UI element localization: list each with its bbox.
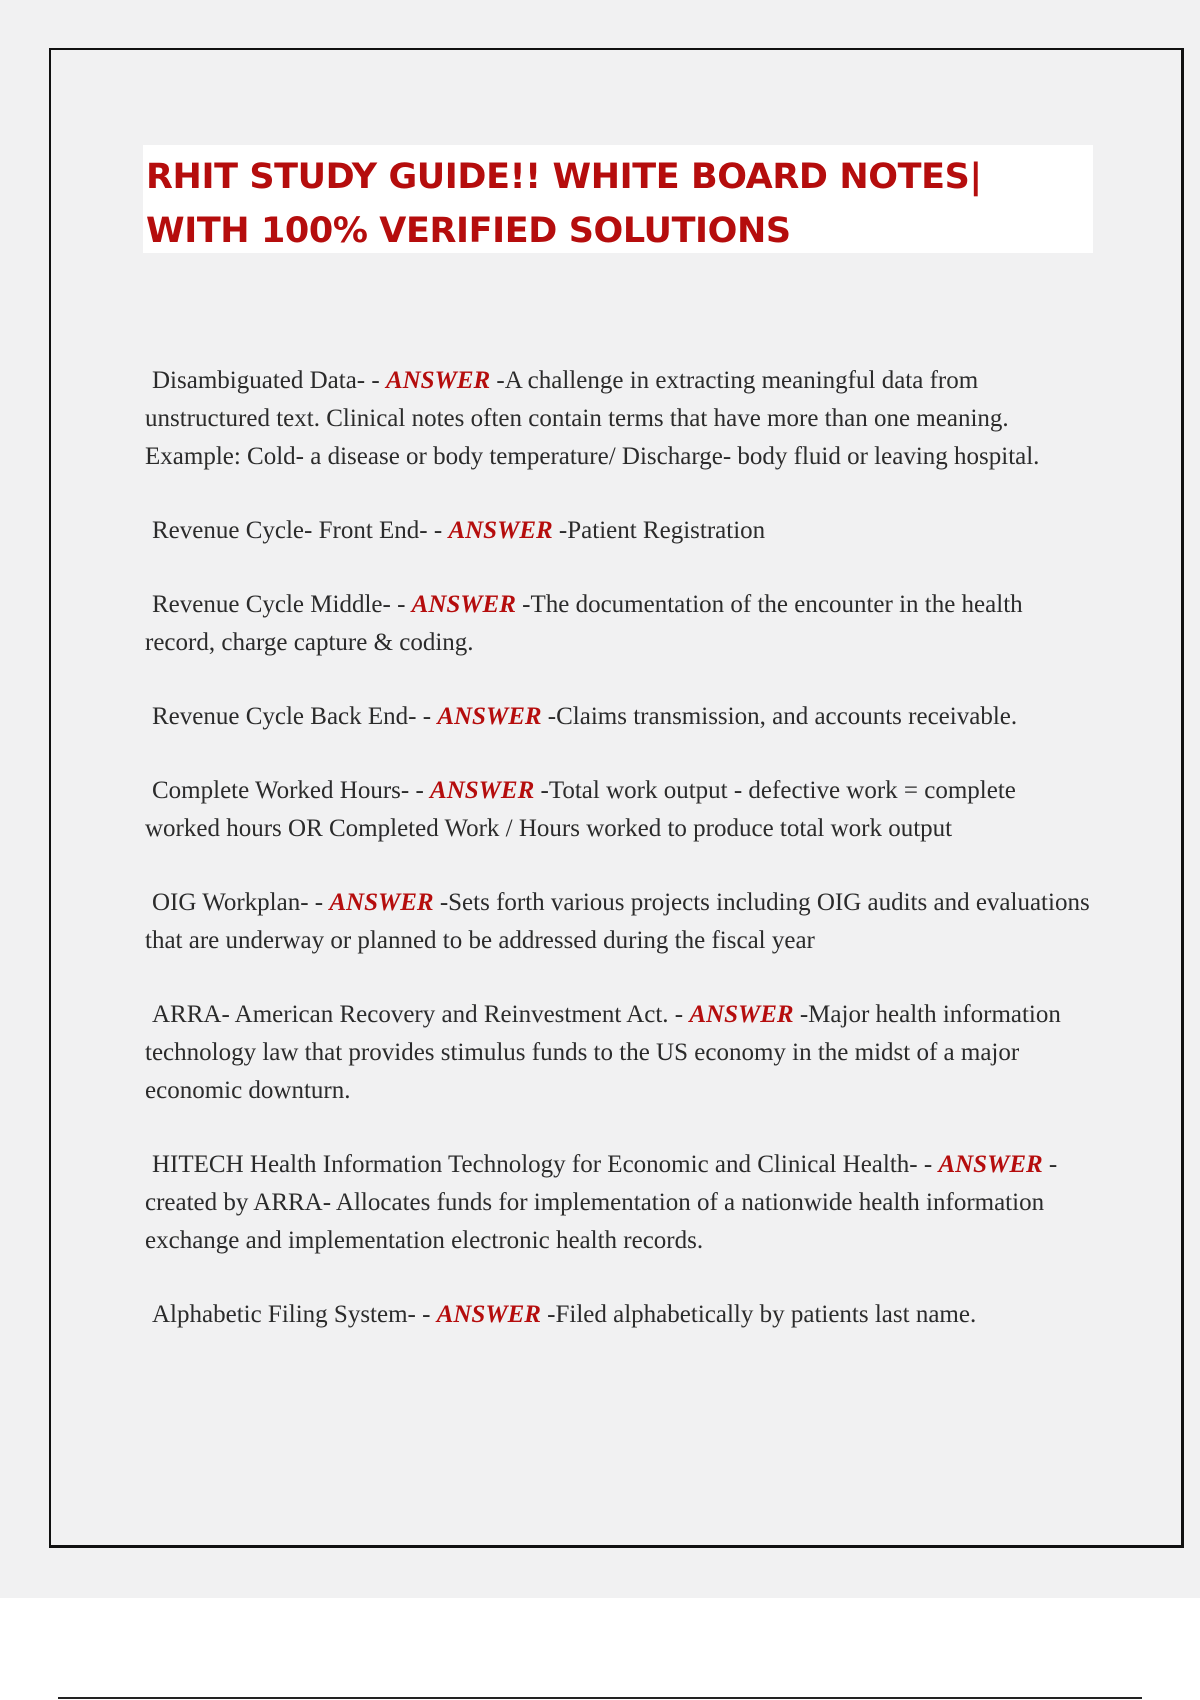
answer-text: -Major health information technology law that provides stimulus funds to the US economy in the midst of a major economic downturn. <box>145 1001 1061 1104</box>
answer-label: ANSWER <box>436 1301 541 1328</box>
question-text: HITECH Health Information Technology for Economic and Clinical Health- - <box>152 1151 939 1178</box>
qa-item-oig-workplan <box>145 884 1095 960</box>
question-text: Revenue Cycle Back End- - <box>152 703 438 730</box>
answer-text: -The documentation of the encounter in the health record, charge capture & coding. <box>145 591 1023 656</box>
answer-label: ANSWER <box>385 367 491 394</box>
document-title: RHIT STUDY GUIDE!! WHITE BOARD NOTES| WITH 100% VERIFIED SOLUTIONS <box>146 157 982 251</box>
answer-text: -Patient Registration <box>552 517 766 544</box>
qa-item-alphabetic-filing-system <box>145 1296 1095 1334</box>
qa-list <box>145 362 1095 1370</box>
next-page-area <box>0 1598 1200 1700</box>
question-text: OIG Workplan- - <box>152 889 330 916</box>
answer-label: ANSWER <box>689 1001 794 1028</box>
answer-label: ANSWER <box>329 889 434 916</box>
answer-text: -created by ARRA- Allocates funds for implementation of a nationwide health information exchange and implementation electronic health records. <box>145 1151 1058 1254</box>
answer-label: ANSWER <box>437 703 542 730</box>
qa-item-revenue-cycle-back-end <box>145 698 1095 736</box>
page-divider <box>58 1697 1142 1699</box>
qa-item-complete-worked-hours <box>145 772 1095 848</box>
question-text: Disambiguated Data- - <box>152 367 386 394</box>
qa-item-hitech <box>145 1146 1095 1260</box>
answer-text: -Claims transmission, and accounts receivable. <box>541 703 1018 730</box>
qa-item-disambiguated-data <box>145 362 1095 476</box>
qa-item-revenue-cycle-middle <box>145 586 1095 662</box>
answer-text: -Total work output - defective work = complete worked hours OR Completed Work / Hours worked to produce total work output <box>145 777 1016 842</box>
question-text: Complete Worked Hours- - <box>152 777 431 804</box>
question-text: Revenue Cycle Middle- - <box>152 591 412 618</box>
answer-label: ANSWER <box>938 1151 1043 1178</box>
qa-item-revenue-cycle-front-end <box>145 512 1095 550</box>
answer-text: -A challenge in extracting meaningful data from unstructured text. Clinical notes often contain terms that have more than one meaning. Example: Cold- a disease or body temperature/ Discharge- body fluid or leaving hospital. <box>145 367 1040 470</box>
question-text: Alphabetic Filing System- - <box>152 1301 437 1328</box>
answer-label: ANSWER <box>448 517 553 544</box>
answer-text: -Filed alphabetically by patients last name. <box>540 1301 977 1328</box>
answer-text: -Sets forth various projects including OIG audits and evaluations that are underway or planned to be addressed during the fiscal year <box>145 889 1090 954</box>
question-text: ARRA- American Recovery and Reinvestment Act. - <box>152 1001 690 1028</box>
title-banner <box>143 145 1093 253</box>
question-text: Revenue Cycle- Front End- - <box>152 517 449 544</box>
answer-label: ANSWER <box>430 777 535 804</box>
qa-item-arra <box>145 996 1095 1110</box>
answer-label: ANSWER <box>411 591 516 618</box>
